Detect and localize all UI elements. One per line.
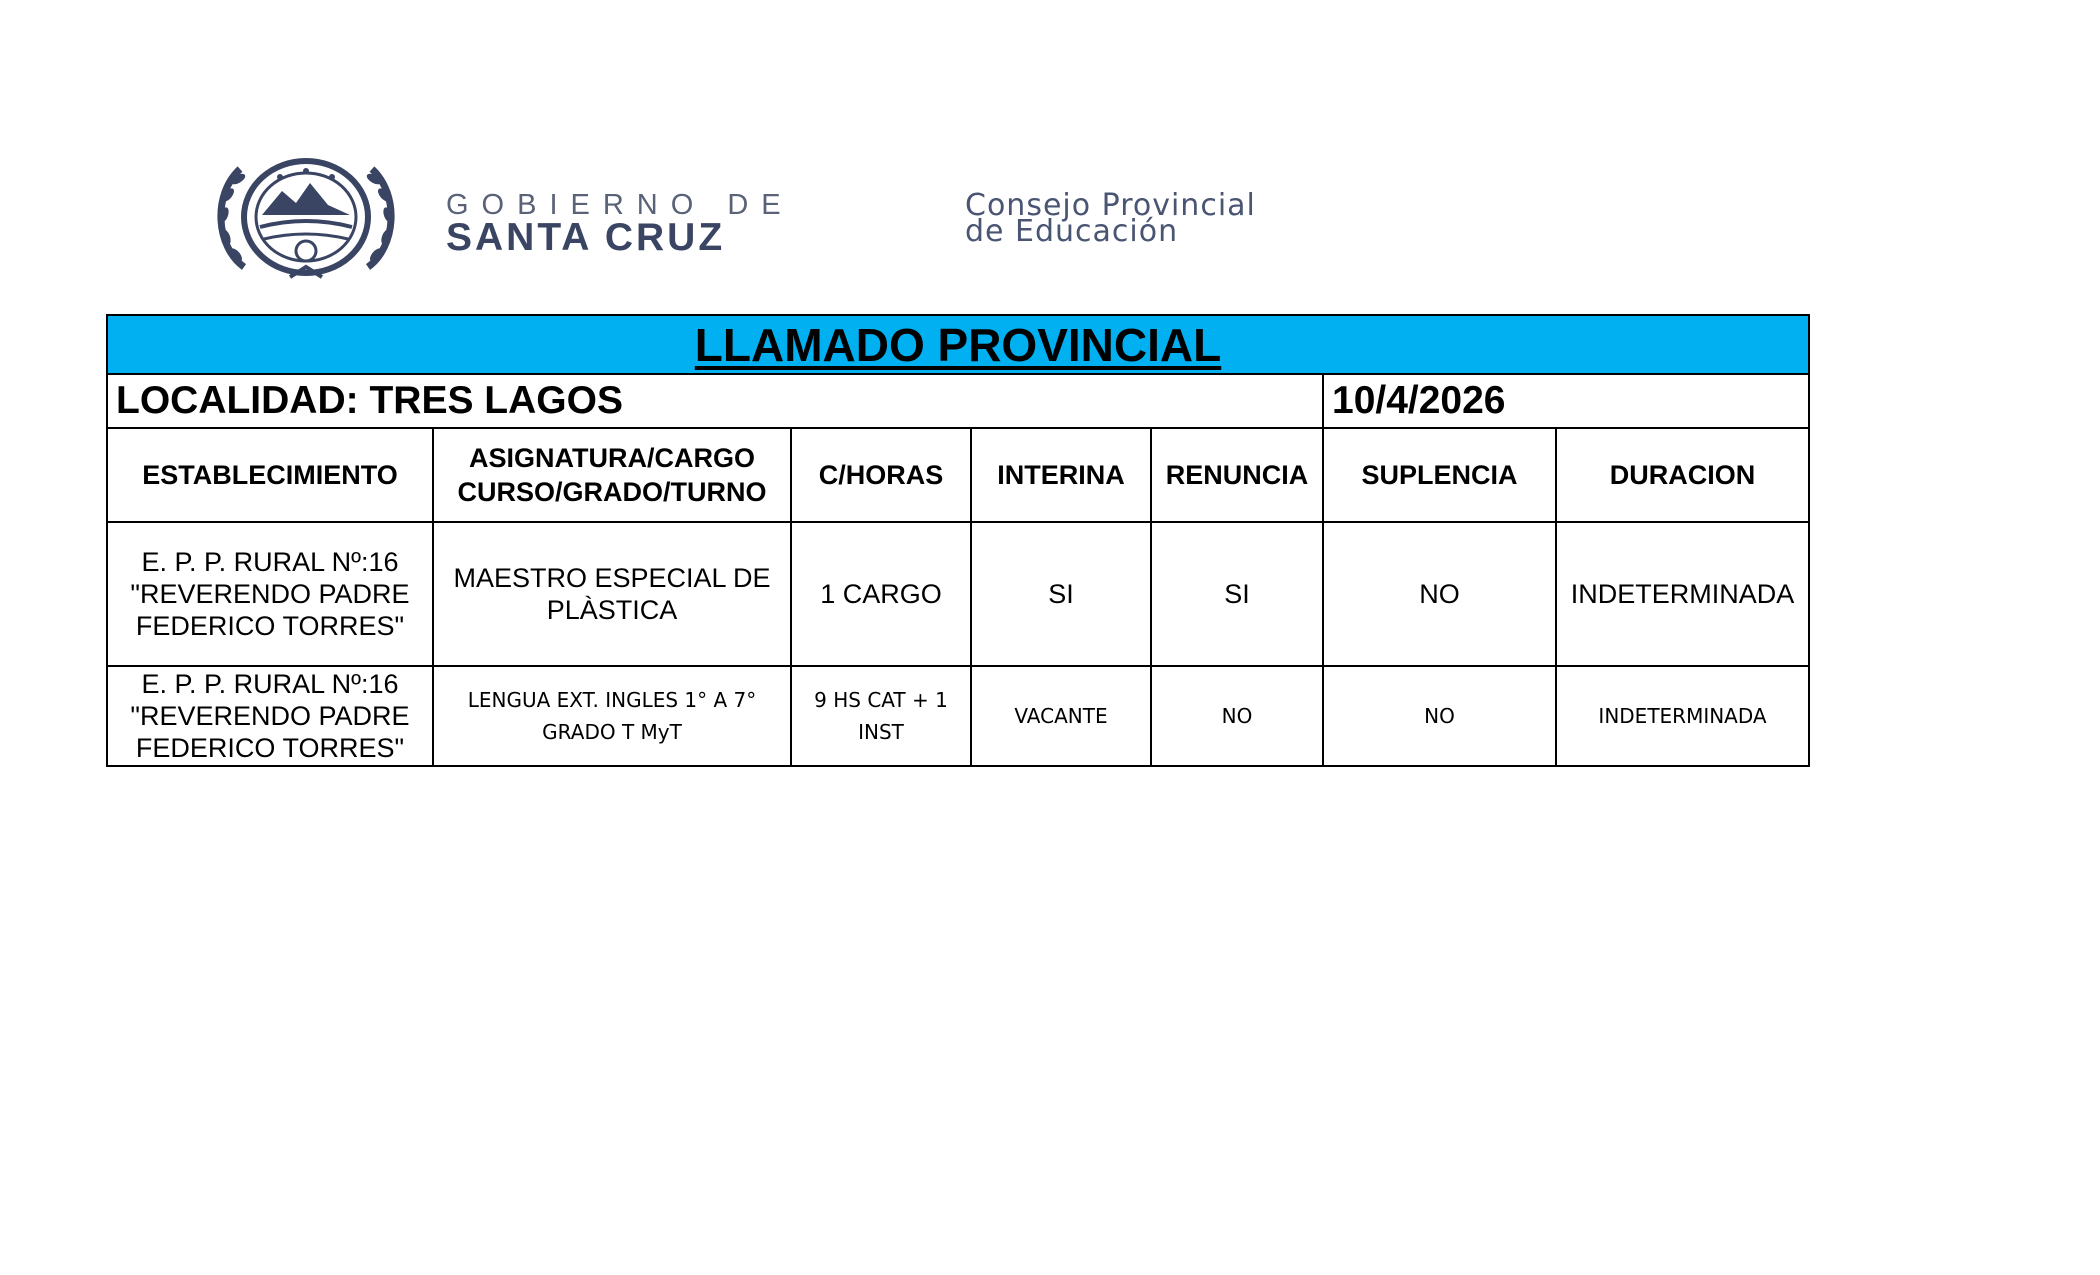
col-header-renuncia: RENUNCIA [1151, 428, 1323, 522]
cell-suplencia: NO [1323, 522, 1556, 666]
establecimiento-line3: FEDERICO TORRES" [135, 611, 405, 641]
establecimiento-line1: E. P. P. RURAL Nº:16 [141, 547, 399, 577]
asignatura-line1: LENGUA EXT. INGLES 1° A 7° [467, 688, 757, 712]
establecimiento-line3: FEDERICO TORRES" [135, 733, 405, 763]
asignatura-line2: PLÀSTICA [546, 595, 678, 625]
table-row [107, 522, 1809, 666]
cell-horas: 1 CARGO [791, 522, 971, 666]
cell-establecimiento [107, 666, 433, 766]
header-row [107, 428, 1809, 522]
col-header-asignatura [433, 428, 791, 522]
horas-line2: INST [858, 720, 904, 744]
call-date: 10/4/2026 [1332, 379, 1506, 422]
asignatura-line1: MAESTRO ESPECIAL DE [453, 563, 771, 593]
locality-cell [107, 374, 1323, 428]
col-header-establecimiento: ESTABLECIMIENTO [107, 428, 433, 522]
cell-suplencia: NO [1323, 666, 1556, 766]
council-logo-text [965, 188, 1256, 249]
cell-renuncia: SI [1151, 522, 1323, 666]
col-header-asignatura-line2: CURSO/GRADO/TURNO [457, 477, 767, 507]
title-cell [107, 315, 1809, 374]
horas-line1: 9 HS CAT + 1 [814, 688, 948, 712]
cell-duracion: INDETERMINADA [1556, 522, 1809, 666]
locality-row [107, 374, 1809, 428]
title-row [107, 315, 1809, 374]
page-title: LLAMADO PROVINCIAL [694, 318, 1222, 371]
cell-renuncia: NO [1151, 666, 1323, 766]
gov-line-2: SANTA CRUZ [446, 216, 726, 259]
col-header-duracion: DURACION [1556, 428, 1809, 522]
asignatura-line2: GRADO T MyT [542, 720, 682, 744]
provincial-call-table [106, 314, 1810, 767]
provincial-seal-icon [210, 155, 402, 283]
cell-interina: SI [971, 522, 1151, 666]
establecimiento-line2: "REVERENDO PADRE [130, 579, 410, 609]
date-cell [1323, 374, 1809, 428]
col-header-horas: C/HORAS [791, 428, 971, 522]
table-row [107, 666, 1809, 766]
council-line-1: Consejo Provincial [965, 188, 1256, 223]
establecimiento-line1: E. P. P. RURAL Nº:16 [141, 669, 399, 699]
locality-label: LOCALIDAD: TRES LAGOS [116, 379, 623, 422]
letterhead [210, 155, 1410, 285]
cell-duracion: INDETERMINADA [1556, 666, 1809, 766]
gov-line-1: GOBIERNO DE [446, 189, 794, 221]
cell-asignatura [433, 666, 791, 766]
col-header-asignatura-line1: ASIGNATURA/CARGO [469, 443, 755, 473]
col-header-suplencia: SUPLENCIA [1323, 428, 1556, 522]
col-header-interina: INTERINA [971, 428, 1151, 522]
cell-asignatura [433, 522, 791, 666]
cell-horas [791, 666, 971, 766]
government-logo-text [446, 189, 794, 259]
cell-interina: VACANTE [971, 666, 1151, 766]
cell-establecimiento [107, 522, 433, 666]
establecimiento-line2: "REVERENDO PADRE [130, 701, 410, 731]
council-line-2: de Educación [965, 214, 1179, 249]
